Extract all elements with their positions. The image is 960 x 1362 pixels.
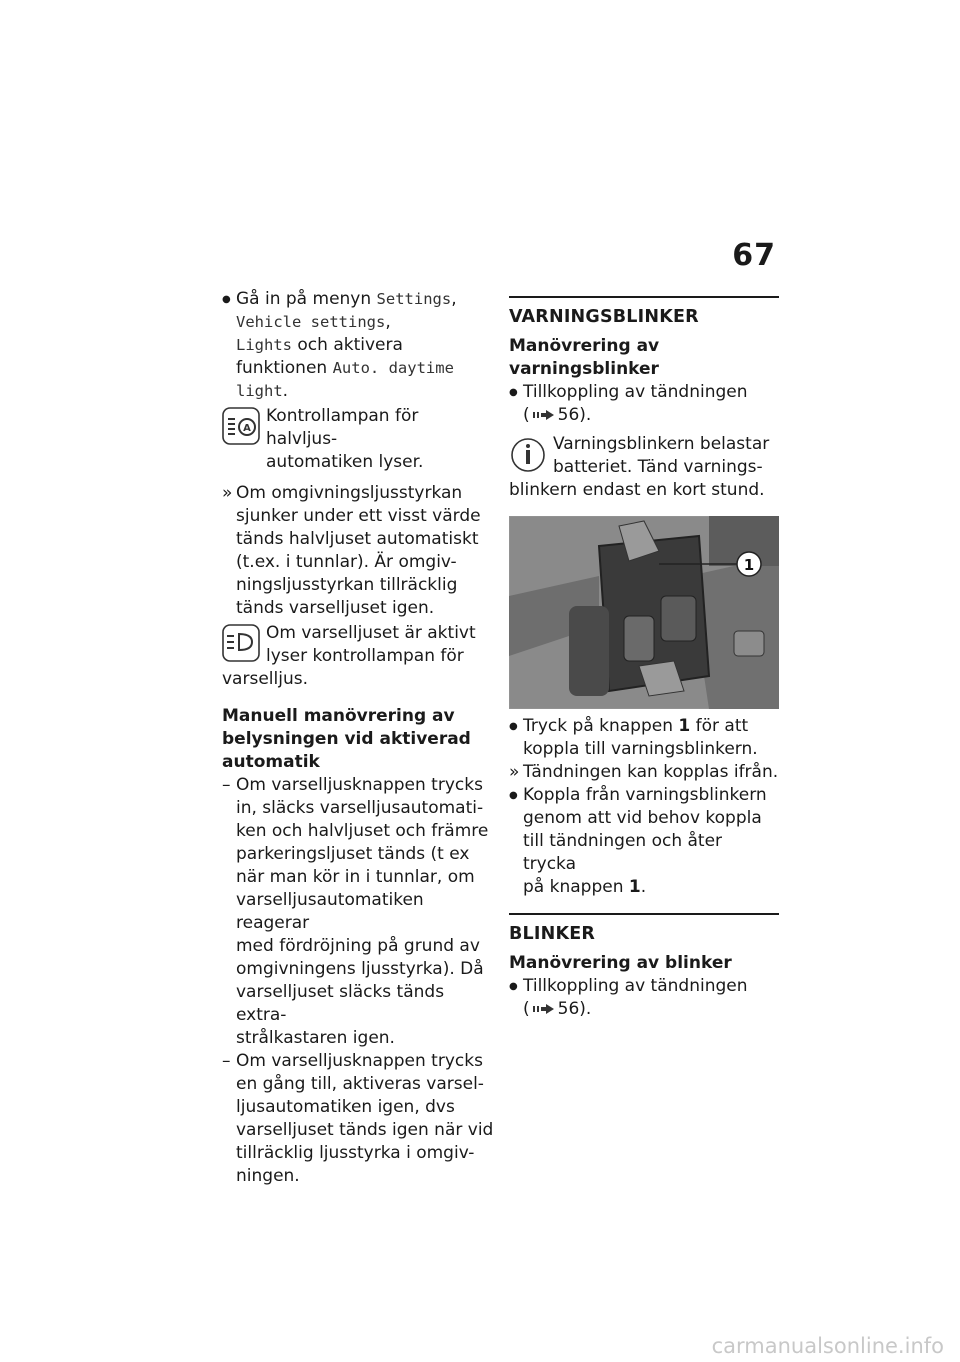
- subheading-line: Manövrering av: [509, 336, 660, 356]
- note-text: automatiken lyser.: [266, 452, 424, 472]
- text: för att: [690, 716, 749, 736]
- text: Gå in på menyn: [236, 289, 377, 309]
- auto-light-indicator-icon: [222, 407, 260, 445]
- bullet: ●: [509, 387, 518, 398]
- subheading-turn-signal: Manövrering av blinker: [509, 953, 732, 973]
- subheading-line: automatik: [222, 752, 320, 772]
- arrow-reference-icon[interactable]: [533, 409, 555, 421]
- menu-light: light: [236, 382, 283, 400]
- dash-marker: –: [222, 1051, 231, 1071]
- text: ,: [385, 312, 391, 332]
- bullet: ●: [509, 981, 518, 992]
- result-item: [222, 482, 494, 620]
- text: och aktivera: [292, 335, 403, 355]
- section-title: BLINKER: [509, 924, 596, 944]
- text-line: strålkastaren igen.: [236, 1028, 395, 1048]
- text-line: ken och halvljuset och främre: [236, 821, 489, 841]
- text-line: Tillkoppling av tändningen: [523, 382, 748, 402]
- left-column: [222, 288, 494, 1188]
- note-auto-light: [222, 405, 494, 474]
- watermark: carmanualsonline.info: [711, 1334, 944, 1358]
- text-line: tänds varselljuset igen.: [236, 598, 435, 618]
- list-item: [509, 975, 779, 1021]
- dash-item: [222, 1050, 494, 1188]
- menu-settings: Settings: [376, 290, 452, 308]
- text-line: Om varselljusknappen trycks: [236, 1051, 483, 1071]
- text: funktionen: [236, 358, 333, 378]
- bullet: ●: [509, 721, 518, 732]
- note-battery: [509, 433, 779, 502]
- text: Tryck på knappen: [523, 716, 679, 736]
- dash-marker: –: [222, 775, 231, 795]
- ref-paren: ).: [579, 405, 592, 425]
- subheading-hazard: [509, 335, 779, 381]
- button-ref: 1: [678, 716, 691, 736]
- ref-page[interactable]: 56: [557, 999, 580, 1019]
- text-line: genom att vid behov koppla: [523, 808, 762, 828]
- bullet: ●: [509, 790, 518, 801]
- text-line: en gång till, aktiveras varsel-: [236, 1074, 484, 1094]
- result-marker: »: [222, 483, 233, 503]
- arrow-reference-icon[interactable]: [533, 1003, 555, 1015]
- text-line: när man kör in i tunnlar, om: [236, 867, 475, 887]
- callout-label: 1: [743, 556, 755, 574]
- note-text: Om varselljuset är aktivt: [266, 623, 476, 643]
- list-item-menu: [222, 288, 494, 403]
- svg-text:A: A: [243, 423, 251, 434]
- note-daytime-light: [222, 622, 494, 691]
- subheading-line: belysningen vid aktiverad: [222, 729, 471, 749]
- right-column: [509, 288, 779, 1021]
- list-item: [509, 784, 779, 899]
- text-line: Tillkoppling av tändningen: [523, 976, 748, 996]
- text-line: ljusautomatiken igen, dvs: [236, 1097, 455, 1117]
- text-line: varselljuset tänds igen när vid: [236, 1120, 494, 1140]
- note-text: lyser kontrollampan för: [266, 646, 464, 666]
- menu-lights: Lights: [236, 336, 292, 354]
- result-marker: »: [509, 762, 520, 782]
- note-text: varselljus.: [222, 669, 308, 689]
- text-line: koppla till varningsblinkern.: [523, 739, 758, 759]
- note-text: Varningsblinkern belastar: [553, 434, 770, 454]
- page-number: 67: [732, 238, 776, 273]
- menu-vehicle-settings: Vehicle settings: [236, 313, 386, 331]
- text: .: [282, 381, 289, 401]
- ref-paren: ).: [579, 999, 592, 1019]
- note-text: batteriet. Tänd varnings-: [553, 457, 763, 477]
- text-line: Om varselljusknappen trycks: [236, 775, 483, 795]
- text: ,: [451, 289, 457, 309]
- text-line: med fördröjning på grund av: [236, 936, 480, 956]
- list-item: [509, 715, 779, 761]
- text-line: (t.ex. i tunnlar). Är omgiv-: [236, 552, 457, 572]
- text-line: till tändningen och åter trycka: [523, 831, 723, 874]
- note-text: Kontrollampan för halvljus-: [266, 406, 419, 449]
- subheading-manual-lighting: [222, 705, 494, 774]
- text-line: ningsljusstyrkan tillräcklig: [236, 575, 458, 595]
- text-line: ningen.: [236, 1166, 300, 1186]
- text-line: varselljusautomatiken reagerar: [236, 890, 424, 933]
- text-line: varselljuset släcks tänds extra-: [236, 982, 445, 1025]
- section-title: VARNINGSBLINKER: [509, 307, 699, 327]
- text-line: in, släcks varselljusautomati-: [236, 798, 484, 818]
- ref-page[interactable]: 56: [557, 405, 580, 425]
- text-line: tänds halvljuset automatiskt: [236, 529, 479, 549]
- text-line: Tändningen kan kopplas ifrån.: [523, 762, 779, 782]
- section-turn-signals: [509, 913, 779, 946]
- bullet: ●: [222, 294, 231, 305]
- text-line: Koppla från varningsblinkern: [523, 785, 767, 805]
- text-line: omgivningens ljusstyrka). Då: [236, 959, 484, 979]
- menu-auto-daytime: Auto. daytime: [332, 359, 454, 377]
- handlebar-switch-photo: [509, 516, 779, 709]
- note-text: blinkern endast en kort stund.: [509, 480, 765, 500]
- list-item: [509, 381, 779, 427]
- subheading-line: varningsblinker: [509, 359, 659, 379]
- text-line: tillräcklig ljusstyrka i omgiv-: [236, 1143, 475, 1163]
- text-line: Om omgivningsljusstyrkan: [236, 483, 463, 503]
- text: .: [640, 877, 647, 897]
- button-ref: 1: [628, 877, 641, 897]
- text-line: parkeringsljuset tänds (t ex: [236, 844, 470, 864]
- daytime-light-indicator-icon: [222, 624, 260, 662]
- subheading-line: Manuell manövrering av: [222, 706, 455, 726]
- ref-paren: (: [523, 999, 530, 1019]
- info-icon: [509, 435, 547, 473]
- text: på knappen: [523, 877, 629, 897]
- text-line: sjunker under ett visst värde: [236, 506, 481, 526]
- dash-item: [222, 774, 494, 1050]
- ref-paren: (: [523, 405, 530, 425]
- result-item: [509, 761, 779, 784]
- section-hazard-lights: [509, 296, 779, 329]
